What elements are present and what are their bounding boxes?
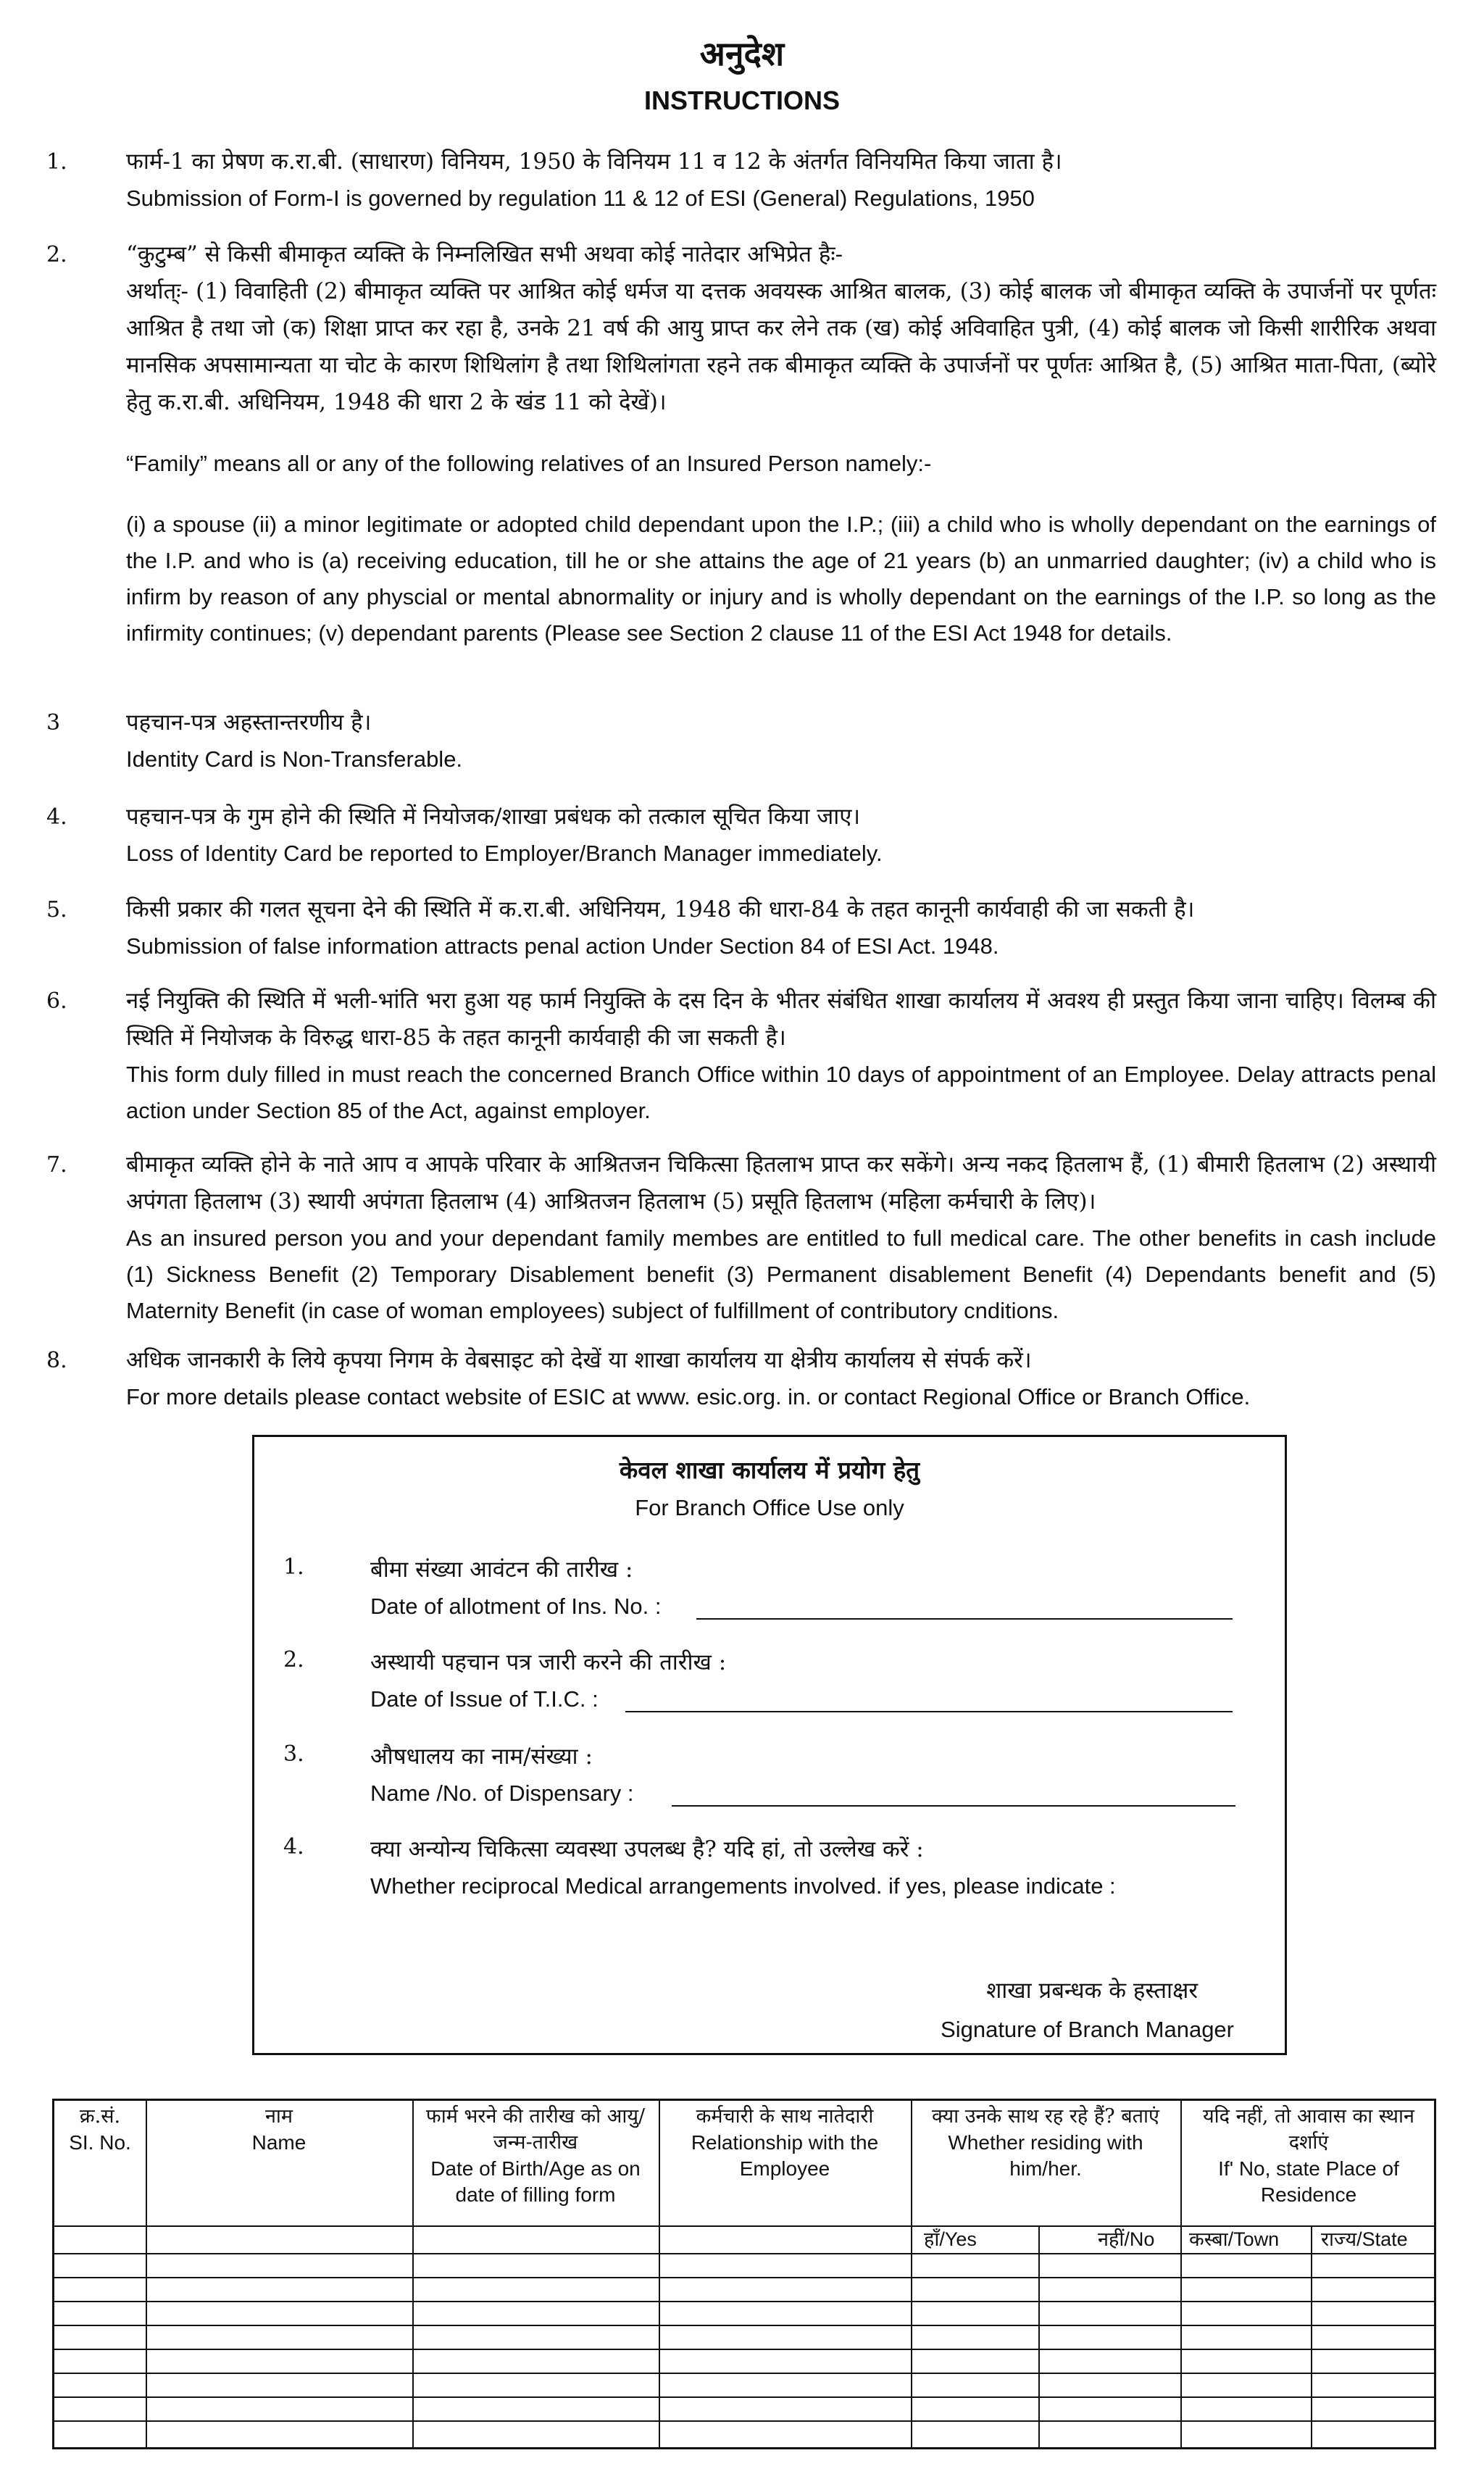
item-number: 8. (46, 1348, 67, 1373)
item-text-english: Submission of Form-I is governed by regulation 11 & 12 of ESI (General) Regulations, 1950 (126, 186, 1035, 211)
field-label-hindi: औषधालय का नाम/संख्या : (370, 1744, 593, 1770)
item-number: 3 (46, 710, 61, 736)
field-number: 3. (283, 1741, 304, 1767)
field-label-hindi: अस्थायी पहचान पत्र जारी करने की तारीख : (370, 1649, 727, 1675)
page-title: INSTRUCTIONS (644, 86, 840, 115)
field-label: Date of allotment of Ins. No. : (370, 1594, 662, 1619)
item-text-english: Loss of Identity Card be reported to Employer/Branch Manager immediately. (126, 841, 883, 866)
tic-date-blank[interactable] (625, 1711, 1233, 1712)
item-text-hindi: फार्म-1 का प्रेषण क.रा.बी. (साधारण) विनियम, 1950 के विनियम 11 व 12 के अंतर्गत विनियमित किया जाता है। (126, 149, 1062, 175)
signature-label: Signature of Branch Manager (941, 2017, 1234, 2042)
col-header-relationship: कर्मचारी के साथ नातेदारी Relationship with the Employee (691, 2105, 879, 2180)
signature-label-hindi: शाखा प्रबन्धक के हस्ताक्षर (986, 1978, 1198, 2004)
allotment-date-blank[interactable] (696, 1618, 1233, 1620)
box-title: For Branch Office Use only (635, 1495, 904, 1520)
dispensary-blank[interactable] (672, 1805, 1235, 1807)
col-header-residence: यदि नहीं, तो आवास का स्थान दर्शाएं If' No, state Place of Residence (1203, 2105, 1414, 2206)
item-number: 2. (46, 242, 67, 267)
item-number: 1. (46, 149, 67, 175)
item-text-english: Submission of false information attracts penal action Under Section 84 of ESI Act. 1948. (126, 933, 999, 959)
col-header-name: नाम Name (251, 2105, 307, 2154)
item-text-hindi: बीमाकृत व्यक्ति होने के नाते आप व आपके परिवार के आश्रितजन चिकित्सा हितलाभ प्राप्त कर सकेंगे। अन्य नकद हितलाभ हैं, (1) बीमारी हितलाभ (2) अस्थायी अपंगता हितलाभ (3) स्थायी अपंगता हितलाभ (4) आश्रितजन हितलाभ (5) प्रसूति हितलाभ (महिला कर्मचारी के लिए)। (126, 1151, 1436, 1215)
item-number: 6. (46, 988, 67, 1014)
item-text-hindi: किसी प्रकार की गलत सूचना देने की स्थिति में क.रा.बी. अधिनियम, 1948 की धारा-84 के तहत कानूनी कार्यवाही की जा सकती है। (126, 896, 1195, 922)
field-number: 2. (283, 1647, 304, 1673)
sub-header-state: राज्य/State (1321, 2228, 1408, 2251)
item-text-english: “Family” means all or any of the following relatives of an Insured Person namely:- (126, 451, 932, 476)
item-number: 7. (46, 1152, 67, 1178)
item-number: 5. (46, 897, 67, 922)
field-number: 1. (283, 1554, 304, 1580)
field-label-hindi: बीमा संख्या आवंटन की तारीख : (370, 1557, 633, 1583)
branch-office-box (252, 1435, 1287, 2055)
item-number: 4. (46, 804, 67, 830)
item-text-hindi: अधिक जानकारी के लिये कृपया निगम के वेबसाइट को देखें या शाखा कार्यालय या क्षेत्रीय कार्यालय से संपर्क करें। (126, 1347, 1032, 1373)
item-text-hindi: “कुटुम्ब” से किसी बीमाकृत व्यक्ति के निम्नलिखित सभी अथवा कोई नातेदार अभिप्रेत हैः- (126, 241, 843, 267)
item-text-hindi: नई नियुक्ति की स्थिति में भली-भांति भरा हुआ यह फार्म नियुक्ति के दस दिन के भीतर संबंधित शाखा कार्यालय में अवश्य ही प्रस्तुत किया जाना चाहिए। विलम्ब की स्थिति में नियोजक के विरुद्ध धारा-85 के तहत कानूनी कार्यवाही की जा सकती है। (126, 988, 1436, 1051)
item-text-hindi-detail: अर्थात्ः- (1) विवाहिती (2) बीमाकृत व्यक्ति पर आश्रित कोई धर्मज या दत्तक अवयस्क आश्रित बालक, (3) कोई बालक जो बीमाकृत व्यक्ति के उपार्जनों पर पूर्णतः आश्रित है तथा जो (क) शिक्षा प्राप्त कर रहा है, उनके 21 वर्ष की आयु प्राप्त कर लेने तक (ख) कोई अविवाहित पुत्री, (4) कोई बालक जो किसी शारीरिक अथवा मानसिक अपसामान्यता या चोट के कारण शिथिलांग है तथा शिथिलांगता रहने तक बीमाकृत व्यक्ति के उपार्जनों पर पूर्णतः आश्रित है, (5) आश्रित माता-पिता, (ब्योरे हेतु क.रा.बी. अधिनियम, 1948 की धारा 2 के खंड 11 को देखें)। (126, 278, 1436, 415)
col-header-sl-no: क्र.सं. SI. No. (69, 2105, 131, 2154)
page-title-hindi: अनुदेश (699, 34, 785, 73)
col-header-dob-age: फार्म भरने की तारीख को आयु/जन्म-तारीख Date of Birth/Age as on date of filling form (425, 2105, 646, 2206)
field-label-hindi: क्या अन्योन्य चिकित्सा व्यवस्था उपलब्ध है? यदि हां, तो उल्लेख करें : (370, 1836, 924, 1862)
col-header-residing: क्या उनके साथ रह रहे हैं? बताएं Whether residing with him/her. (932, 2105, 1159, 2180)
item-text-hindi: पहचान-पत्र के गुम होने की स्थिति में नियोजक/शाखा प्रबंधक को तत्काल सूचित किया जाए। (126, 804, 861, 830)
item-text-english-detail: (i) a spouse (ii) a minor legitimate or adopted child dependant upon the I.P.; (iii) a child who is wholly dependant on the earnings of the I.P. and who is (a) receiving education, till he or she attains the age of 21 years (b) an unmarried daughter; (iv) a child who is infirm by reason of any physcial or mental abnormality or injury and is wholly dependant on the earnings of the I.P. so long as the infirmity continues; (v) dependant parents (Please see Section 2 clause 11 of the ESI Act 1948 for details. (126, 512, 1436, 646)
sub-header-yes: हाँ/Yes (924, 2228, 977, 2251)
item-text-english: As an insured person you and your dependant family membes are entitled to full medical care. The other benefits in cash include (1) Sickness Benefit (2) Temporary Disablement benefit (3) Permanent disablement Benefit (4) Dependants benefit and (5) Maternity Benefit (in case of woman employees) subject of fulfillment of contributory cnditions. (126, 1225, 1436, 1323)
field-label: Name /No. of Dispensary : (370, 1780, 634, 1806)
box-title-hindi: केवल शाखा कार्यालय में प्रयोग हेतु (619, 1456, 920, 1484)
field-number: 4. (283, 1834, 304, 1859)
field-label: Whether reciprocal Medical arrangements involved. if yes, please indicate : (370, 1873, 1116, 1899)
field-label: Date of Issue of T.I.C. : (370, 1686, 599, 1712)
item-text-hindi: पहचान-पत्र अहस्तान्तरणीय है। (126, 709, 372, 736)
item-text-english: For more details please contact website of ESIC at www. esic.org. in. or contact Regional Office or Branch Office. (126, 1384, 1251, 1409)
family-details-table (52, 2099, 1436, 2449)
item-text-english: This form duly filled in must reach the concerned Branch Office within 10 days of appointment of an Employee. Delay attracts penal action under Section 85 of the Act, against employer. (126, 1062, 1436, 1123)
sub-header-no: नहीं/No (1098, 2228, 1155, 2251)
item-text-english: Identity Card is Non-Transferable. (126, 746, 463, 772)
sub-header-town: कस्बा/Town (1189, 2228, 1280, 2251)
